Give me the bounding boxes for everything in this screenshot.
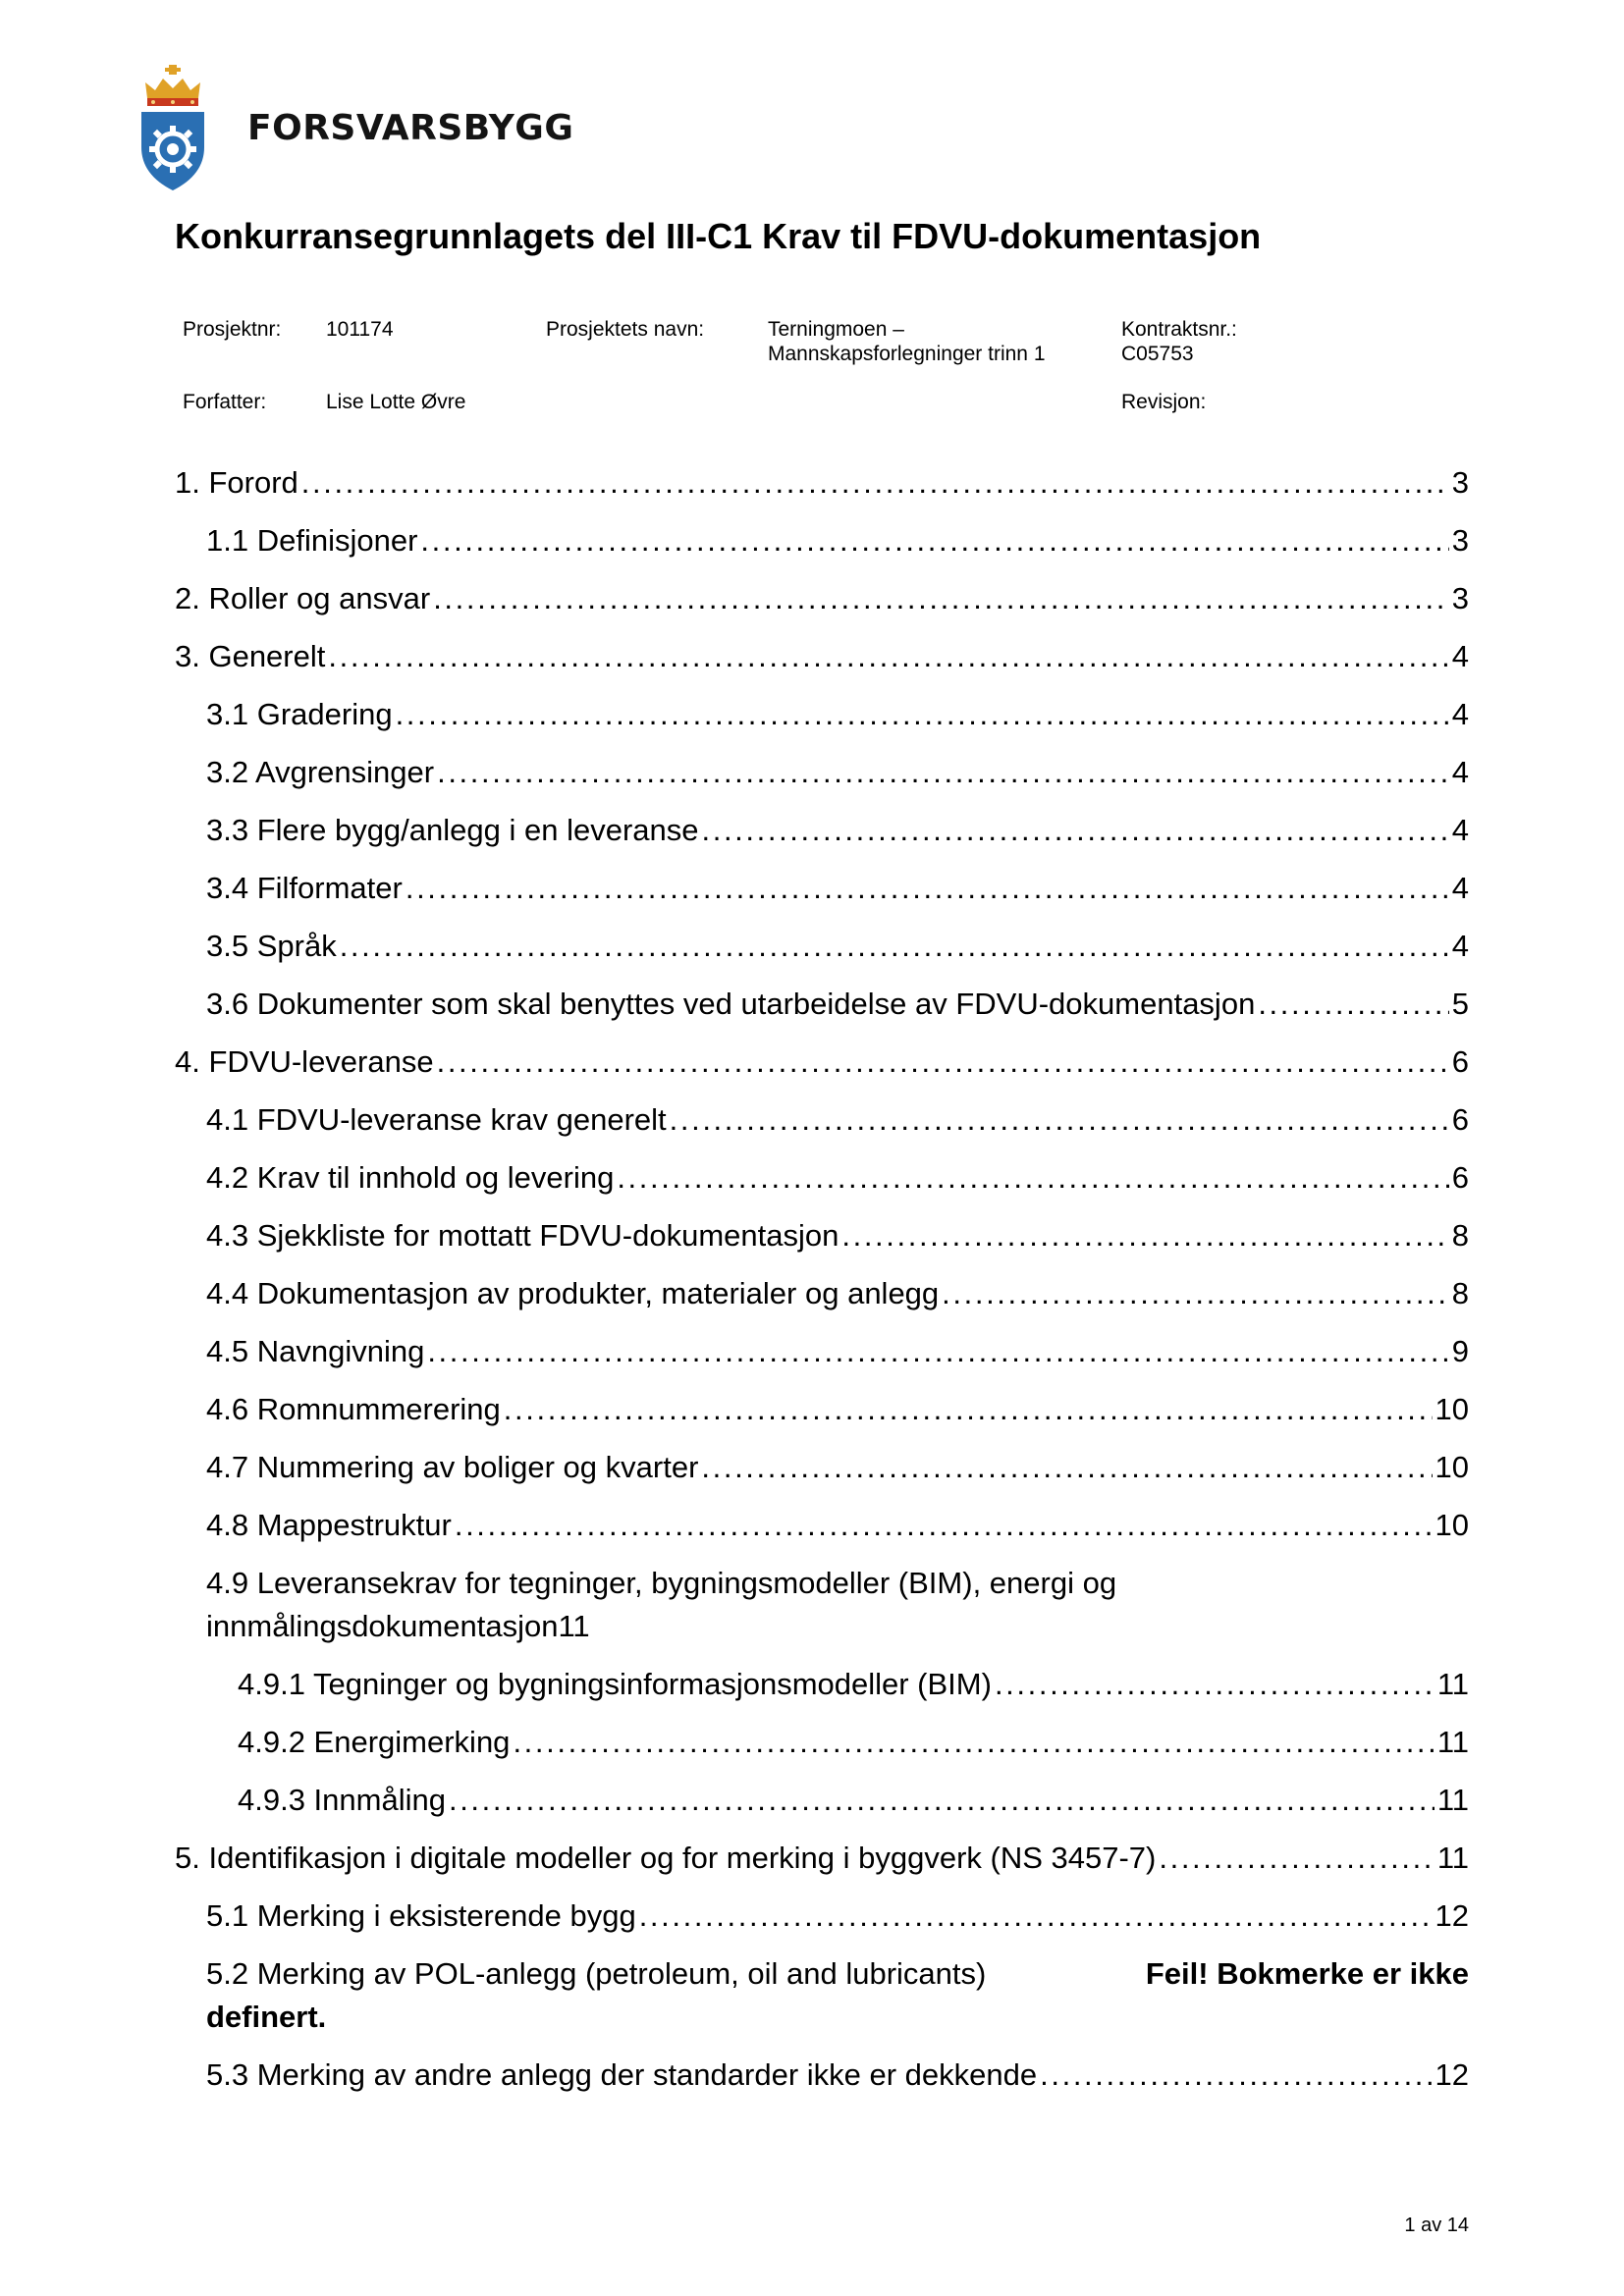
toc-entry[interactable]: [175, 1952, 1469, 2039]
toc-entry-label: 3.1 Gradering: [206, 697, 393, 731]
toc-entry-label: 5.1 Merking i eksisterende bygg: [206, 1898, 636, 1933]
toc-entry-page: 6: [1451, 1160, 1469, 1195]
toc-entry[interactable]: [175, 925, 1469, 968]
toc-entry[interactable]: [175, 1721, 1469, 1764]
crest-icon: [139, 65, 206, 190]
toc-entry-label: 3. Generelt: [175, 639, 326, 673]
toc-entry-page: 3: [1451, 581, 1469, 615]
toc-entry-page: 4: [1451, 871, 1469, 905]
toc-leader: [617, 1156, 1448, 1200]
toc-leader: [406, 867, 1449, 910]
toc-entry-label: 4.7 Nummering av boliger og kvarter: [206, 1450, 699, 1484]
toc-entry-page: 4: [1451, 697, 1469, 731]
toc-entry-page: 6: [1451, 1044, 1469, 1079]
toc-leader: [1258, 983, 1448, 1026]
toc-entry[interactable]: [175, 1330, 1469, 1373]
toc-leader: [841, 1214, 1448, 1257]
toc-leader: [995, 1663, 1435, 1706]
toc-entry-page: 8: [1451, 1276, 1469, 1310]
toc-entry-label: 5.2 Merking av POL-anlegg (petroleum, oil and lubricants): [206, 1956, 987, 1991]
toc-leader: [340, 925, 1449, 968]
toc-entry-label: 4.5 Navngivning: [206, 1334, 425, 1368]
toc-entry[interactable]: [175, 751, 1469, 794]
toc-entry-label-cont: innmålingsdokumentasjon: [206, 1609, 559, 1643]
toc-entry[interactable]: [175, 519, 1469, 562]
revision-label: Revisjon:: [1121, 391, 1207, 413]
toc-entry[interactable]: [175, 1214, 1469, 1257]
toc-entry-label: 4.9.3 Innmåling: [238, 1783, 446, 1817]
toc-entry[interactable]: [175, 2054, 1469, 2097]
toc-leader: [1040, 2054, 1432, 2097]
toc-entry-page: 3: [1451, 523, 1469, 558]
toc-entry[interactable]: [175, 693, 1469, 736]
toc-entry-label: 4.6 Romnummerering: [206, 1392, 501, 1426]
toc-entry-page: 4: [1451, 929, 1469, 963]
toc-entry-label: 5.3 Merking av andre anlegg der standarder ikke er dekkende: [206, 2057, 1038, 2092]
toc-entry-label: 5. Identifikasjon i digitale modeller og for merking i byggverk (NS 3457-7): [175, 1841, 1157, 1875]
toc-entry[interactable]: [175, 1779, 1469, 1822]
toc-entry-page: 11: [1436, 1667, 1469, 1701]
toc-entry-row: [206, 1952, 1469, 1996]
project-name-label: Prosjektets navn:: [546, 318, 705, 341]
toc-leader: [433, 577, 1449, 620]
toc-entry[interactable]: [175, 1837, 1469, 1880]
toc-leader: [702, 809, 1449, 852]
toc-entry[interactable]: [175, 1663, 1469, 1706]
toc-entry-page: 4: [1451, 639, 1469, 673]
toc-entry[interactable]: [175, 1446, 1469, 1489]
author-label: Forfatter:: [183, 391, 267, 413]
toc-entry-label: 4.2 Krav til innhold og levering: [206, 1160, 615, 1195]
toc-entry-label: 1.1 Definisjoner: [206, 523, 418, 558]
toc-leader: [449, 1779, 1435, 1822]
document-title: Konkurransegrunnlagets del III-C1 Krav til FDVU-dokumentasjon: [175, 216, 1262, 256]
forsvarsbygg-logo: [139, 65, 574, 190]
toc-leader: [504, 1388, 1433, 1431]
toc-entry-label: 4.9.1 Tegninger og bygningsinformasjonsmodeller (BIM): [238, 1667, 992, 1701]
toc-entry-page: 4: [1451, 813, 1469, 847]
toc-entry-page: 11: [558, 1609, 590, 1643]
toc-leader: [670, 1098, 1449, 1142]
toc-entry-label: 4.1 FDVU-leveranse krav generelt: [206, 1102, 667, 1137]
toc-entry-label: 3.6 Dokumenter som skal benyttes ved utarbeidelse av FDVU-dokumentasjon: [206, 987, 1256, 1021]
toc-entry-continuation: [206, 1605, 1469, 1648]
toc-entry-label: 4. FDVU-leveranse: [175, 1044, 434, 1079]
bookmark-error-text: Feil! Bokmerke er ikke: [1145, 1956, 1469, 1991]
toc-entry[interactable]: [175, 1388, 1469, 1431]
toc-entry-page: 12: [1435, 2057, 1469, 2092]
project-name-value-line1: Terningmoen –: [768, 318, 904, 341]
toc-entry[interactable]: [175, 1041, 1469, 1084]
toc-entry-page: 10: [1435, 1508, 1469, 1542]
toc-leader: [420, 519, 1448, 562]
toc-entry-page: 10: [1435, 1450, 1469, 1484]
toc-entry-page: 3: [1451, 465, 1469, 500]
toc-entry-page: 9: [1451, 1334, 1469, 1368]
toc-entry-page: 11: [1436, 1841, 1469, 1875]
toc-entry-page: 11: [1436, 1725, 1469, 1759]
toc-entry-page: 5: [1451, 987, 1469, 1021]
toc-entry-label: 4.9 Leveransekrav for tegninger, bygningsmodeller (BIM), energi og: [206, 1566, 1117, 1600]
toc-entry-page: 12: [1435, 1898, 1469, 1933]
contract-value: C05753: [1121, 343, 1194, 365]
toc-entry[interactable]: [175, 983, 1469, 1026]
toc-leader: [942, 1272, 1449, 1315]
toc-leader: [301, 461, 1449, 505]
toc-entry-page: 11: [1436, 1783, 1469, 1817]
toc-entry-label: 3.4 Filformater: [206, 871, 403, 905]
toc-entry-label: 4.3 Sjekkliste for mottatt FDVU-dokumentasjon: [206, 1218, 839, 1253]
author-value: Lise Lotte Øvre: [326, 391, 466, 413]
toc-leader: [437, 751, 1449, 794]
toc-leader: [639, 1895, 1433, 1938]
toc-entry-page: 6: [1451, 1102, 1469, 1137]
toc-leader: [437, 1041, 1449, 1084]
toc-entry[interactable]: [175, 1272, 1469, 1315]
toc-entry[interactable]: [175, 1895, 1469, 1938]
toc-entry-label: 3.3 Flere bygg/anlegg i en leveranse: [206, 813, 699, 847]
toc-entry[interactable]: [175, 809, 1469, 852]
toc-entry-label: 4.4 Dokumentasjon av produkter, materialer og anlegg: [206, 1276, 940, 1310]
toc-entry-page: 10: [1435, 1392, 1469, 1426]
toc-entry-page: 8: [1451, 1218, 1469, 1253]
logo-wordmark: FORSVARSBYGG: [247, 108, 574, 148]
toc-leader: [396, 693, 1449, 736]
bookmark-error-text-cont: definert.: [206, 2000, 327, 2034]
toc-leader: [513, 1721, 1434, 1764]
toc-entry[interactable]: [175, 1504, 1469, 1547]
toc-entry-page: 4: [1451, 755, 1469, 789]
contract-label: Kontraktsnr.:: [1121, 318, 1237, 341]
toc-entry-label: 2. Roller og ansvar: [175, 581, 431, 615]
toc-entry[interactable]: [175, 635, 1469, 678]
toc-leader: [701, 1446, 1432, 1489]
toc-entry-label: 4.9.2 Energimerking: [238, 1725, 511, 1759]
page-number: 1 av 14: [1404, 2215, 1469, 2236]
toc-entry[interactable]: [175, 1156, 1469, 1200]
toc-leader: [427, 1330, 1448, 1373]
project-name-value-line2: Mannskapsforlegninger trinn 1: [768, 343, 1046, 365]
toc-entry[interactable]: [175, 1562, 1469, 1648]
toc-entry-label: 3.2 Avgrensinger: [206, 755, 435, 789]
toc-entry-label: 3.5 Språk: [206, 929, 337, 963]
toc-entry[interactable]: [175, 577, 1469, 620]
toc-entry-label: 4.8 Mappestruktur: [206, 1508, 452, 1542]
toc-leader: [328, 635, 1448, 678]
toc-entry[interactable]: [175, 461, 1469, 505]
toc-leader: [1159, 1837, 1434, 1880]
toc-entry[interactable]: [175, 867, 1469, 910]
toc-leader: [455, 1504, 1433, 1547]
toc-entry[interactable]: [175, 1098, 1469, 1142]
project-no-value: 101174: [326, 318, 394, 341]
toc-entry-label: 1. Forord: [175, 465, 298, 500]
project-no-label: Prosjektnr:: [183, 318, 282, 341]
